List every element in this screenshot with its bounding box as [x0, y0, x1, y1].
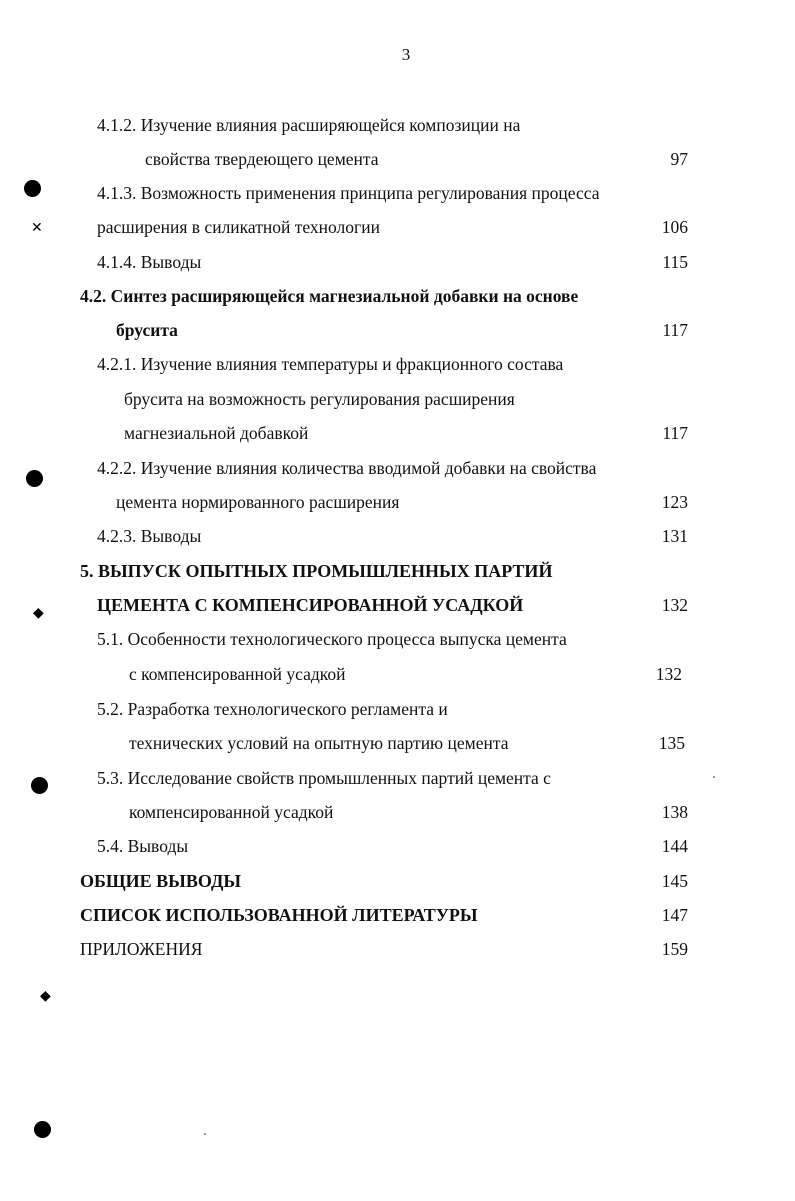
punch-hole [24, 180, 41, 197]
toc-entry-4-2-cont: брусита [116, 320, 178, 340]
toc-entry-4-2-1: 4.2.1. Изучение влияния температуры и фракционного состава [97, 354, 564, 374]
toc-entry-4-2-2: 4.2.2. Изучение влияния количества вводимой добавки на свойства [97, 458, 597, 478]
toc-page-131: 131 [661, 526, 688, 546]
toc-page-145: 145 [661, 871, 688, 891]
toc-page-147: 147 [661, 905, 688, 925]
toc-entry-4-2-1-cont1: брусита на возможность регулирования расширения [124, 389, 515, 409]
scan-speck [204, 1133, 206, 1135]
page-number: 3 [401, 45, 411, 64]
toc-page-97: 97 [670, 149, 688, 169]
scan-speck: ✕ [31, 221, 43, 236]
scan-speck: ◆ [40, 989, 51, 1004]
toc-page-117-b: 117 [662, 423, 688, 443]
toc-page-132-a: 132 [661, 595, 688, 615]
scan-speck [713, 776, 715, 778]
toc-entry-4-2-1-cont2: магнезиальной добавкой [124, 423, 309, 443]
toc-entry-4-2-2-cont: цемента нормированного расширения [116, 492, 400, 512]
toc-entry-5-1: 5.1. Особенности технологического процесса выпуска цемента [97, 629, 567, 649]
punch-hole [34, 1121, 51, 1138]
toc-entry-5-3-cont: компенсированной усадкой [129, 802, 334, 822]
toc-entry-4-1-4: 4.1.4. Выводы [97, 252, 202, 272]
toc-entry-5-2: 5.2. Разработка технологического регламента и [97, 699, 448, 719]
toc-appendices: ПРИЛОЖЕНИЯ [80, 939, 203, 959]
toc-entry-5-4: 5.4. Выводы [97, 836, 189, 856]
toc-entry-4-1-3: 4.1.3. Возможность применения принципа регулирования процесса [97, 183, 600, 203]
toc-entry-4-2: 4.2. Синтез расширяющейся магнезиальной добавки на основе [80, 286, 579, 306]
toc-page-138: 138 [661, 802, 688, 822]
toc-page-115: 115 [662, 252, 688, 272]
toc-page-117-a: 117 [662, 320, 688, 340]
toc-references: СПИСОК ИСПОЛЬЗОВАННОЙ ЛИТЕРАТУРЫ [80, 905, 478, 925]
toc-chapter-5: 5. ВЫПУСК ОПЫТНЫХ ПРОМЫШЛЕННЫХ ПАРТИЙ [80, 561, 553, 581]
toc-page-159: 159 [661, 939, 688, 959]
toc-entry-5-2-cont: технических условий на опытную партию цемента [129, 733, 509, 753]
toc-entry-4-2-3: 4.2.3. Выводы [97, 526, 202, 546]
toc-entry-5-1-cont: с компенсированной усадкой [129, 664, 346, 684]
toc-entry-4-1-3-cont: расширения в силикатной технологии [97, 217, 380, 237]
toc-chapter-5-cont: ЦЕМЕНТА С КОМПЕНСИРОВАННОЙ УСАДКОЙ [97, 595, 524, 615]
punch-hole [26, 470, 43, 487]
toc-entry-4-1-2: 4.1.2. Изучение влияния расширяющейся композиции на [97, 115, 521, 135]
toc-page-132-b: 132 [655, 664, 682, 684]
toc-entry-5-3: 5.3. Исследование свойств промышленных партий цемента с [97, 768, 551, 788]
scan-speck: ◆ [33, 606, 44, 621]
punch-hole [31, 777, 48, 794]
toc-page-135: 135 [658, 733, 685, 753]
toc-entry-4-1-2-cont: свойства твердеющего цемента [145, 149, 379, 169]
toc-page-144: 144 [661, 836, 688, 856]
toc-general-conclusions: ОБЩИЕ ВЫВОДЫ [80, 871, 242, 891]
toc-page-106: 106 [661, 217, 688, 237]
toc-page-123: 123 [661, 492, 688, 512]
